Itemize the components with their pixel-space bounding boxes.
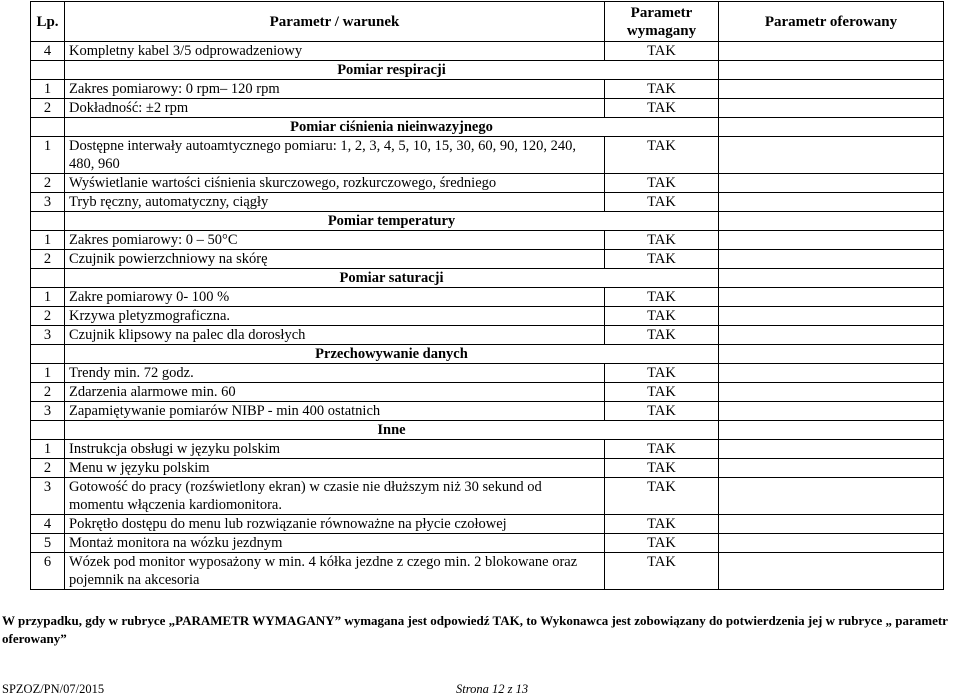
header-offered: Parametr oferowany [719, 2, 944, 42]
table-row [31, 534, 944, 553]
row-number: 3 [31, 402, 65, 421]
section-title: Przechowywanie danych [65, 345, 719, 364]
offered-cell[interactable] [719, 99, 944, 118]
row-number: 4 [31, 42, 65, 61]
table-row [31, 326, 944, 345]
section-lp-cell [31, 212, 65, 231]
required-value: TAK [605, 459, 719, 478]
required-value: TAK [605, 193, 719, 212]
section-row [31, 212, 944, 231]
required-value: TAK [605, 515, 719, 534]
required-value: TAK [605, 478, 719, 515]
required-value: TAK [605, 250, 719, 269]
required-value: TAK [605, 553, 719, 590]
row-number: 3 [31, 326, 65, 345]
table-row [31, 383, 944, 402]
section-lp-cell [31, 345, 65, 364]
row-number: 3 [31, 478, 65, 515]
parameter-text: Trendy min. 72 godz. [65, 364, 605, 383]
parameter-text: Instrukcja obsługi w języku polskim [65, 440, 605, 459]
parameter-text: Dokładność: ±2 rpm [65, 99, 605, 118]
section-row [31, 61, 944, 80]
parameter-text: Zakres pomiarowy: 0 – 50°C [65, 231, 605, 250]
row-number: 1 [31, 288, 65, 307]
offered-cell[interactable] [719, 42, 944, 61]
parameter-text: Krzywa pletyzmograficzna. [65, 307, 605, 326]
section-row [31, 421, 944, 440]
parameter-text: Menu w języku polskim [65, 459, 605, 478]
offered-cell[interactable] [719, 459, 944, 478]
table-row [31, 402, 944, 421]
parameter-text: Zapamiętywanie pomiarów NIBP - min 400 ostatnich [65, 402, 605, 421]
row-number: 4 [31, 515, 65, 534]
offered-cell[interactable] [719, 269, 944, 288]
offered-cell[interactable] [719, 534, 944, 553]
section-row [31, 118, 944, 137]
parameter-text: Dostępne interwały autoamtycznego pomiaru: 1, 2, 3, 4, 5, 10, 15, 30, 60, 90, 120, 240, 480, 960 [65, 137, 605, 174]
section-title: Pomiar respiracji [65, 61, 719, 80]
parameter-text: Zakre pomiarowy 0- 100 % [65, 288, 605, 307]
section-lp-cell [31, 421, 65, 440]
offered-cell[interactable] [719, 80, 944, 99]
offered-cell[interactable] [719, 553, 944, 590]
required-value: TAK [605, 99, 719, 118]
parameter-text: Zdarzenia alarmowe min. 60 [65, 383, 605, 402]
offered-cell[interactable] [719, 478, 944, 515]
section-title: Pomiar ciśnienia nieinwazyjnego [65, 118, 719, 137]
offered-cell[interactable] [719, 212, 944, 231]
table-header-row [31, 2, 944, 42]
table-row [31, 364, 944, 383]
row-number: 2 [31, 99, 65, 118]
parameter-text: Gotowość do pracy (rozświetlony ekran) w czasie nie dłuższym niż 30 sekund od momentu włączenia kardiomonitora. [65, 478, 605, 515]
section-row [31, 269, 944, 288]
offered-cell[interactable] [719, 174, 944, 193]
required-value: TAK [605, 364, 719, 383]
table-row [31, 250, 944, 269]
parameter-text: Montaż monitora na wózku jezdnym [65, 534, 605, 553]
offered-cell[interactable] [719, 307, 944, 326]
row-number: 2 [31, 307, 65, 326]
row-number: 5 [31, 534, 65, 553]
offered-cell[interactable] [719, 345, 944, 364]
required-value: TAK [605, 534, 719, 553]
row-number: 2 [31, 459, 65, 478]
offered-cell[interactable] [719, 421, 944, 440]
table-row [31, 440, 944, 459]
page-number: Strona 12 z 13 [456, 682, 529, 696]
row-number: 1 [31, 440, 65, 459]
offered-cell[interactable] [719, 250, 944, 269]
required-value: TAK [605, 440, 719, 459]
required-value: TAK [605, 231, 719, 250]
offered-cell[interactable] [719, 402, 944, 421]
section-title: Pomiar saturacji [65, 269, 719, 288]
table-body [31, 42, 944, 590]
parameter-text: Czujnik powierzchniowy na skórę [65, 250, 605, 269]
offered-cell[interactable] [719, 193, 944, 212]
required-value: TAK [605, 80, 719, 99]
offered-cell[interactable] [719, 383, 944, 402]
section-lp-cell [31, 61, 65, 80]
parameter-text: Wózek pod monitor wyposażony w min. 4 kółka jezdne z czego min. 2 blokowane oraz pojemnik na akcesoria [65, 553, 605, 590]
table-row [31, 42, 944, 61]
header-parameter: Parametr / warunek [65, 2, 605, 42]
required-value: TAK [605, 326, 719, 345]
section-title: Pomiar temperatury [65, 212, 719, 231]
table-row [31, 553, 944, 590]
table-row [31, 193, 944, 212]
offered-cell[interactable] [719, 231, 944, 250]
required-value: TAK [605, 42, 719, 61]
row-number: 2 [31, 250, 65, 269]
row-number: 1 [31, 231, 65, 250]
offered-cell[interactable] [719, 118, 944, 137]
parameter-text: Wyświetlanie wartości ciśnienia skurczowego, rozkurczowego, średniego [65, 174, 605, 193]
required-value: TAK [605, 383, 719, 402]
row-number: 3 [31, 193, 65, 212]
row-number: 1 [31, 364, 65, 383]
row-number: 1 [31, 80, 65, 99]
offered-cell[interactable] [719, 326, 944, 345]
table-row [31, 174, 944, 193]
required-value: TAK [605, 174, 719, 193]
table-row [31, 307, 944, 326]
section-lp-cell [31, 118, 65, 137]
document-id: SPZOZ/PN/07/2015 [2, 682, 105, 696]
section-lp-cell [31, 269, 65, 288]
table-row [31, 459, 944, 478]
offered-cell[interactable] [719, 440, 944, 459]
parameter-text: Tryb ręczny, automatyczny, ciągły [65, 193, 605, 212]
parameter-text: Zakres pomiarowy: 0 rpm– 120 rpm [65, 80, 605, 99]
table-row [31, 99, 944, 118]
parameter-text: Kompletny kabel 3/5 odprowadzeniowy [65, 42, 605, 61]
offered-cell[interactable] [719, 288, 944, 307]
header-lp: Lp. [31, 2, 65, 42]
table-row [31, 137, 944, 174]
row-number: 6 [31, 553, 65, 590]
row-number: 2 [31, 383, 65, 402]
table-row [31, 478, 944, 515]
offered-cell[interactable] [719, 515, 944, 534]
required-value: TAK [605, 288, 719, 307]
row-number: 2 [31, 174, 65, 193]
required-value: TAK [605, 137, 719, 174]
table-row [31, 80, 944, 99]
table-row [31, 515, 944, 534]
table-row [31, 288, 944, 307]
offered-cell[interactable] [719, 364, 944, 383]
offered-cell[interactable] [719, 137, 944, 174]
required-value: TAK [605, 402, 719, 421]
footnote: W przypadku, gdy w rubryce „PARAMETR WYMAGANY” wymagana jest odpowiedź TAK, to Wykonawca jest zobowiązany do potwierdzenia jej w rubryce „ parametr oferowany” [2, 613, 948, 646]
header-required: Parametr wymagany [605, 2, 719, 42]
section-title: Inne [65, 421, 719, 440]
parameters-table [30, 1, 944, 590]
required-value: TAK [605, 307, 719, 326]
table-row [31, 231, 944, 250]
section-row [31, 345, 944, 364]
offered-cell[interactable] [719, 61, 944, 80]
parameter-text: Pokrętło dostępu do menu lub rozwiązanie równoważne na płycie czołowej [65, 515, 605, 534]
parameter-text: Czujnik klipsowy na palec dla dorosłych [65, 326, 605, 345]
row-number: 1 [31, 137, 65, 174]
